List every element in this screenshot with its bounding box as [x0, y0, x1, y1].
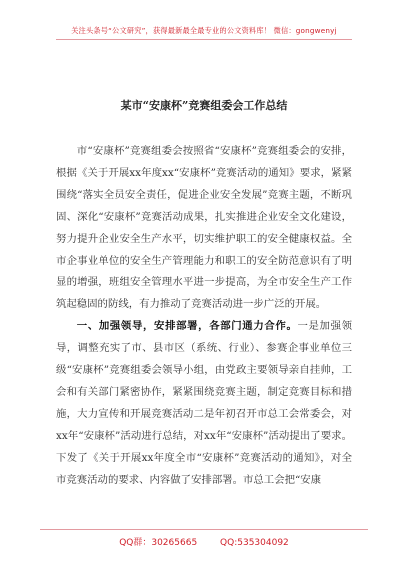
document-body: [56, 141, 352, 492]
section-1-heading: 一、加强领导，安排部署，各部门通力合作。: [76, 320, 298, 333]
footer-qq-group: QQ群：30265665: [119, 538, 198, 548]
document-title: 某市“安康杯”竞赛组委会工作总结: [120, 99, 288, 112]
header-divider: [56, 39, 352, 40]
section-1-text: 一是加强领导，调整充实了市、县市区（系统、行业）、参赛企事业单位三级“安康杯”竞赛组委会领导小组，由党政主要领导亲自挂帅，工会和有关部门紧密协作，紧紧围绕竞赛主题，制定竞赛目标和措施，大力宣传和开展竞赛活动二是年初召开市总工会常委会，对xx年“安康杯”活动进行总结，对xx年“安康杯”活动提出了要求。下发了《关于开展xx年度全市“安康杯”竞赛活动的通知》，对全市竞赛活动的要求、内容做了安排部署。市总工会把“安康: [56, 320, 353, 486]
footer-contact: [0, 535, 408, 548]
footer-qq: QQ:535304092: [220, 538, 289, 548]
paragraph-section-1: [56, 316, 352, 491]
header-banner: 关注头条号“公文研究”，获得最新最全最专业的公文资料库！ 微信：gongwenyj: [71, 26, 337, 35]
paragraph-intro: 市“安康杯”竞赛组委会按照省“安康杯”竞赛组委会的安排，根据《关于开展xx年度xx“安康杯”竞赛活动的通知》要求，紧紧围绕“落实全员安全责任，促进企业安全发展”竞赛主题，不断巩固、深化“安康杯”竞赛活动成果，扎实推进企业安全文化建设，努力提升企业安全生产水平，切实维护职工的安全健康权益。全市企事业单位的安全生产管理能力和职工的安全防范意识有了明显的增强，班组安全管理水平进一步提高，为全市安全生产工作筑起稳固的防线，有力推动了竞赛活动进一步广泛的开展。: [56, 145, 352, 311]
footer-divider: [40, 529, 368, 530]
